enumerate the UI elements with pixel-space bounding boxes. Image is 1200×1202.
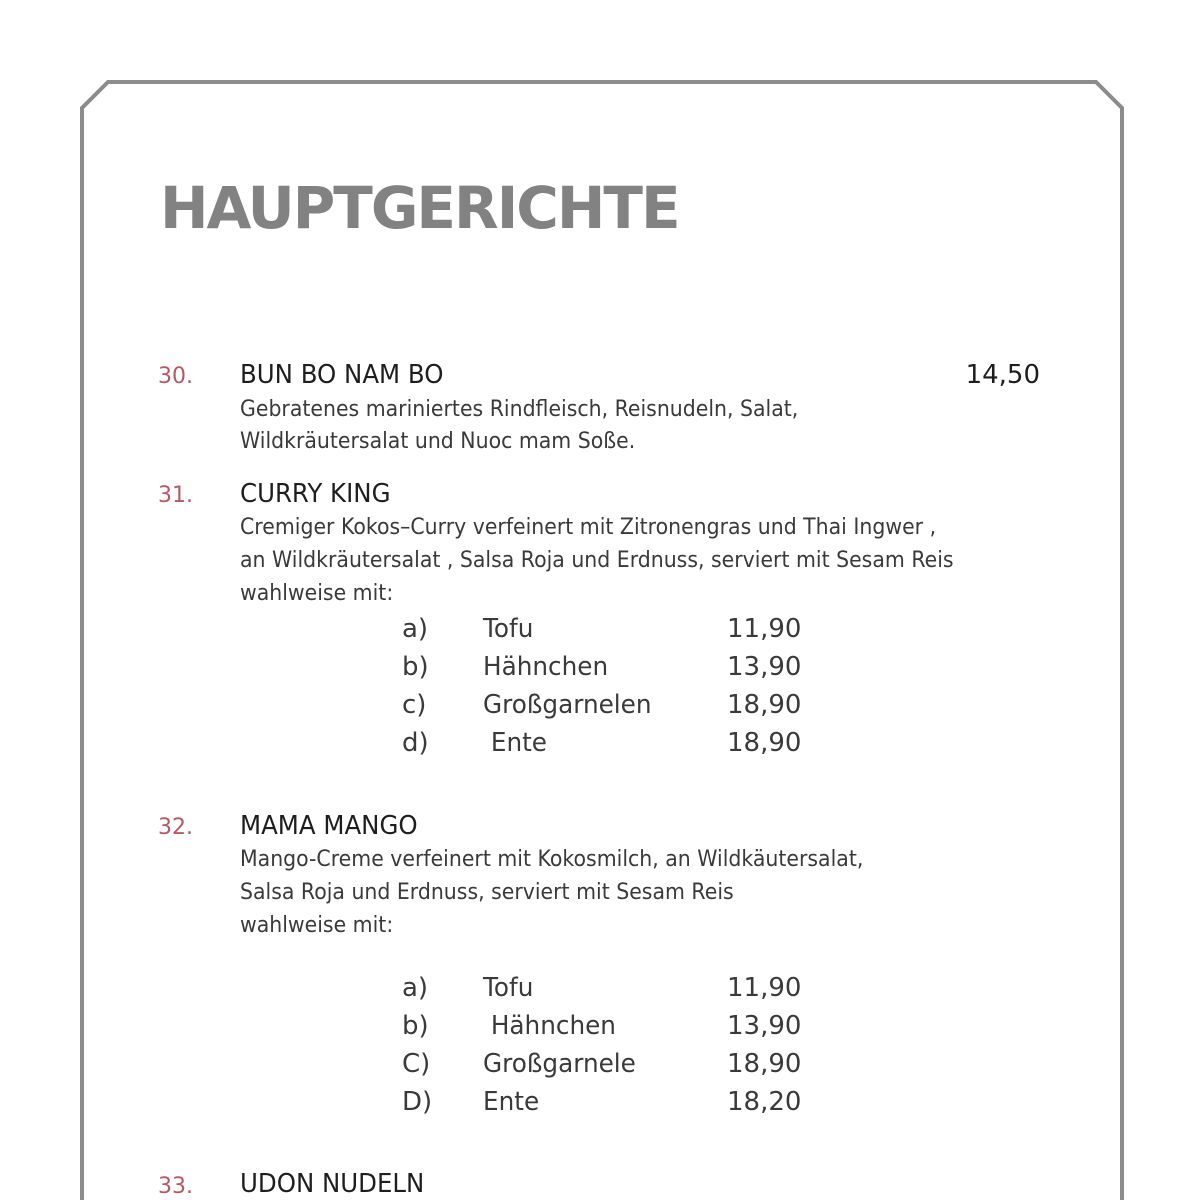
option-price: 18,90 <box>727 1049 802 1079</box>
option-letter: a) <box>402 614 429 644</box>
option-letter: d) <box>402 728 429 758</box>
option-row <box>0 648 1200 686</box>
option-name: Tofu <box>483 973 534 1003</box>
option-price: 13,90 <box>727 652 802 682</box>
page-title: HAUPTGERICHTE <box>160 174 679 242</box>
dish-description-line: wahlweise mit: <box>240 913 394 938</box>
option-letter: b) <box>402 1011 429 1041</box>
option-price: 11,90 <box>727 614 802 644</box>
dish-description-line: Wildkräutersalat und Nuoc mam Soße. <box>240 429 636 454</box>
option-row <box>0 724 1200 762</box>
dish-name: CURRY KING <box>240 479 391 509</box>
option-row <box>0 610 1200 648</box>
item-number: 31. <box>158 483 193 508</box>
dish-name: MAMA MANGO <box>240 811 418 841</box>
option-letter: b) <box>402 652 429 682</box>
option-row <box>0 1007 1200 1045</box>
dish-name: BUN BO NAM BO <box>240 360 444 390</box>
option-name: Ente <box>483 1087 540 1117</box>
option-name: Großgarnelen <box>483 690 652 720</box>
option-letter: D) <box>402 1087 433 1117</box>
option-price: 11,90 <box>727 973 802 1003</box>
option-letter: c) <box>402 690 427 720</box>
dish-description-line: Cremiger Kokos–Curry verfeinert mit Zitronengras und Thai Ingwer , <box>240 515 937 540</box>
dish-description-line: Salsa Roja und Erdnuss, serviert mit Sesam Reis <box>240 880 734 905</box>
option-row <box>0 686 1200 724</box>
option-row <box>0 969 1200 1007</box>
option-name: Großgarnele <box>483 1049 636 1079</box>
option-price: 18,20 <box>727 1087 802 1117</box>
option-price: 13,90 <box>727 1011 802 1041</box>
option-letter: a) <box>402 973 429 1003</box>
option-price: 18,90 <box>727 728 802 758</box>
dish-price: 14,50 <box>965 360 1040 390</box>
option-row <box>0 1045 1200 1083</box>
option-name: Hähnchen <box>483 1011 616 1041</box>
option-letter: C) <box>402 1049 431 1079</box>
option-name: Hähnchen <box>483 652 609 682</box>
dish-description-line: an Wildkräutersalat , Salsa Roja und Erdnuss, serviert mit Sesam Reis <box>240 548 954 573</box>
item-number: 32. <box>158 815 193 840</box>
option-name: Ente <box>483 728 548 758</box>
item-number: 30. <box>158 364 193 389</box>
item-number: 33. <box>158 1174 193 1199</box>
option-name: Tofu <box>483 614 534 644</box>
dish-description-line: wahlweise mit: <box>240 581 394 606</box>
dish-name: UDON NUDELN <box>240 1169 425 1199</box>
dish-description-line: Mango-Creme verfeinert mit Kokosmilch, an Wildkäutersalat, <box>240 847 864 872</box>
option-price: 18,90 <box>727 690 802 720</box>
option-row <box>0 1083 1200 1121</box>
dish-description-line: Gebratenes mariniertes Rindfleisch, Reisnudeln, Salat, <box>240 397 799 422</box>
